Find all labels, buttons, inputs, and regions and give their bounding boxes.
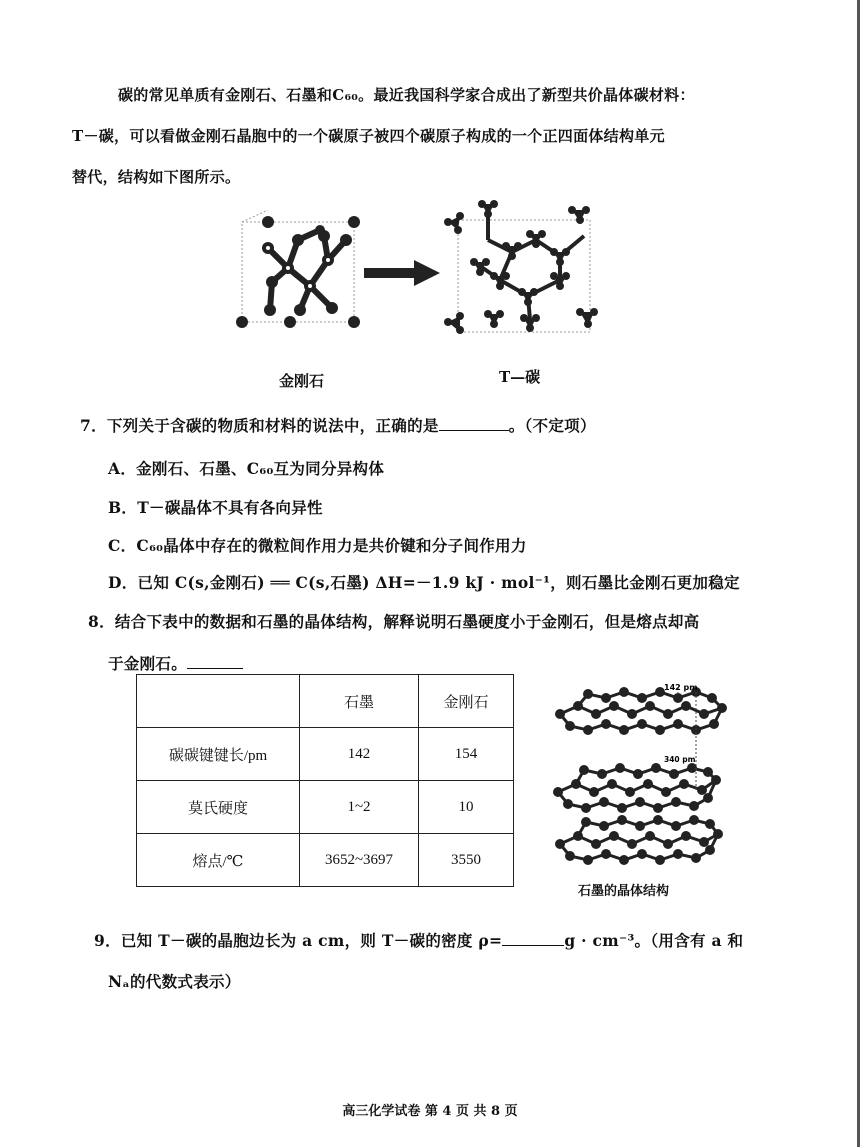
q7-option-a: A．金刚石、石墨、C₆₀互为同分异构体: [108, 459, 385, 478]
table-cell: 1~2: [300, 781, 419, 834]
graphite-label-text: [548, 680, 738, 880]
table-cell: 3550: [419, 834, 514, 887]
intro-line-3: 替代，结构如下图所示。: [72, 168, 241, 186]
q8-stem-text: 于金刚石。: [108, 654, 188, 673]
carbon-property-table: [136, 674, 514, 887]
q9-stem-line-1: [94, 929, 743, 951]
table-cell: 熔点/℃: [137, 834, 300, 887]
intro-line-2: T－碳，可以看做金刚石晶胞中的一个碳原子被四个碳原子构成的一个正四面体结构单元: [72, 127, 665, 145]
q7-stem: [80, 414, 596, 436]
table-header-cell: 金刚石: [419, 675, 514, 728]
intro-line-1: 碳的常见单质有金刚石、石墨和C₆₀。最近我国科学家合成出了新型共价晶体碳材料：: [118, 86, 695, 104]
transform-arrow-icon: [362, 258, 442, 288]
table-cell: 碳碳键键长/pm: [137, 728, 300, 781]
q7-option-c: C．C₆₀晶体中存在的微粒间作用力是共价键和分子间作用力: [108, 536, 527, 555]
table-header-cell: 石墨: [300, 675, 419, 728]
q9-answer-blank[interactable]: [502, 933, 564, 946]
q9-stem-text: 9．已知 T－碳的晶胞边长为 a cm，则 T－碳的密度 ρ=: [94, 931, 503, 950]
table-cell: 154: [419, 728, 514, 781]
page-footer: 高三化学试卷 第 4 页 共 8 页: [342, 1104, 518, 1119]
diamond-structure-figure: [228, 210, 368, 340]
q7-answer-blank[interactable]: [439, 418, 509, 431]
t-carbon-structure-figure: [440, 196, 610, 346]
q8-answer-blank[interactable]: [187, 656, 243, 669]
q7-stem-suffix: 。（不定项）: [508, 416, 596, 435]
table-cell: 10: [419, 781, 514, 834]
q8-stem-line-2: [108, 652, 243, 674]
table-header-cell: [137, 675, 300, 728]
graphite-caption: 石墨的晶体结构: [578, 884, 670, 899]
table-cell: 莫氏硬度: [137, 781, 300, 834]
table-row: [137, 834, 514, 887]
q7-option-b: B．T－碳晶体不具有各向异性: [108, 498, 323, 517]
table-cell: 142: [300, 728, 419, 781]
table-header-row: [137, 675, 514, 728]
table-cell: 3652~3697: [300, 834, 419, 887]
q9-stem-suffix: g · cm⁻³。（用含有 a 和: [564, 931, 744, 950]
t-carbon-caption: T—碳: [499, 368, 541, 386]
q7-option-d: D．已知 C(s,金刚石) ══ C(s,石墨) ΔH=－1.9 kJ · mol⁻¹，则石墨比金刚石更加稳定: [108, 573, 740, 592]
table-row: [137, 781, 514, 834]
q8-stem-line-1: 8．结合下表中的数据和石墨的晶体结构，解释说明石墨硬度小于金刚石，但是熔点却高: [88, 612, 700, 631]
diamond-caption: 金刚石: [279, 372, 325, 390]
table-row: [137, 728, 514, 781]
bond-length-label: 142 pm: [664, 683, 698, 692]
layer-spacing-label: 340 pm: [664, 755, 696, 764]
q7-stem-text: 7．下列关于含碳的物质和材料的说法中，正确的是: [80, 416, 439, 435]
q9-stem-line-2: Nₐ的代数式表示）: [108, 972, 241, 991]
